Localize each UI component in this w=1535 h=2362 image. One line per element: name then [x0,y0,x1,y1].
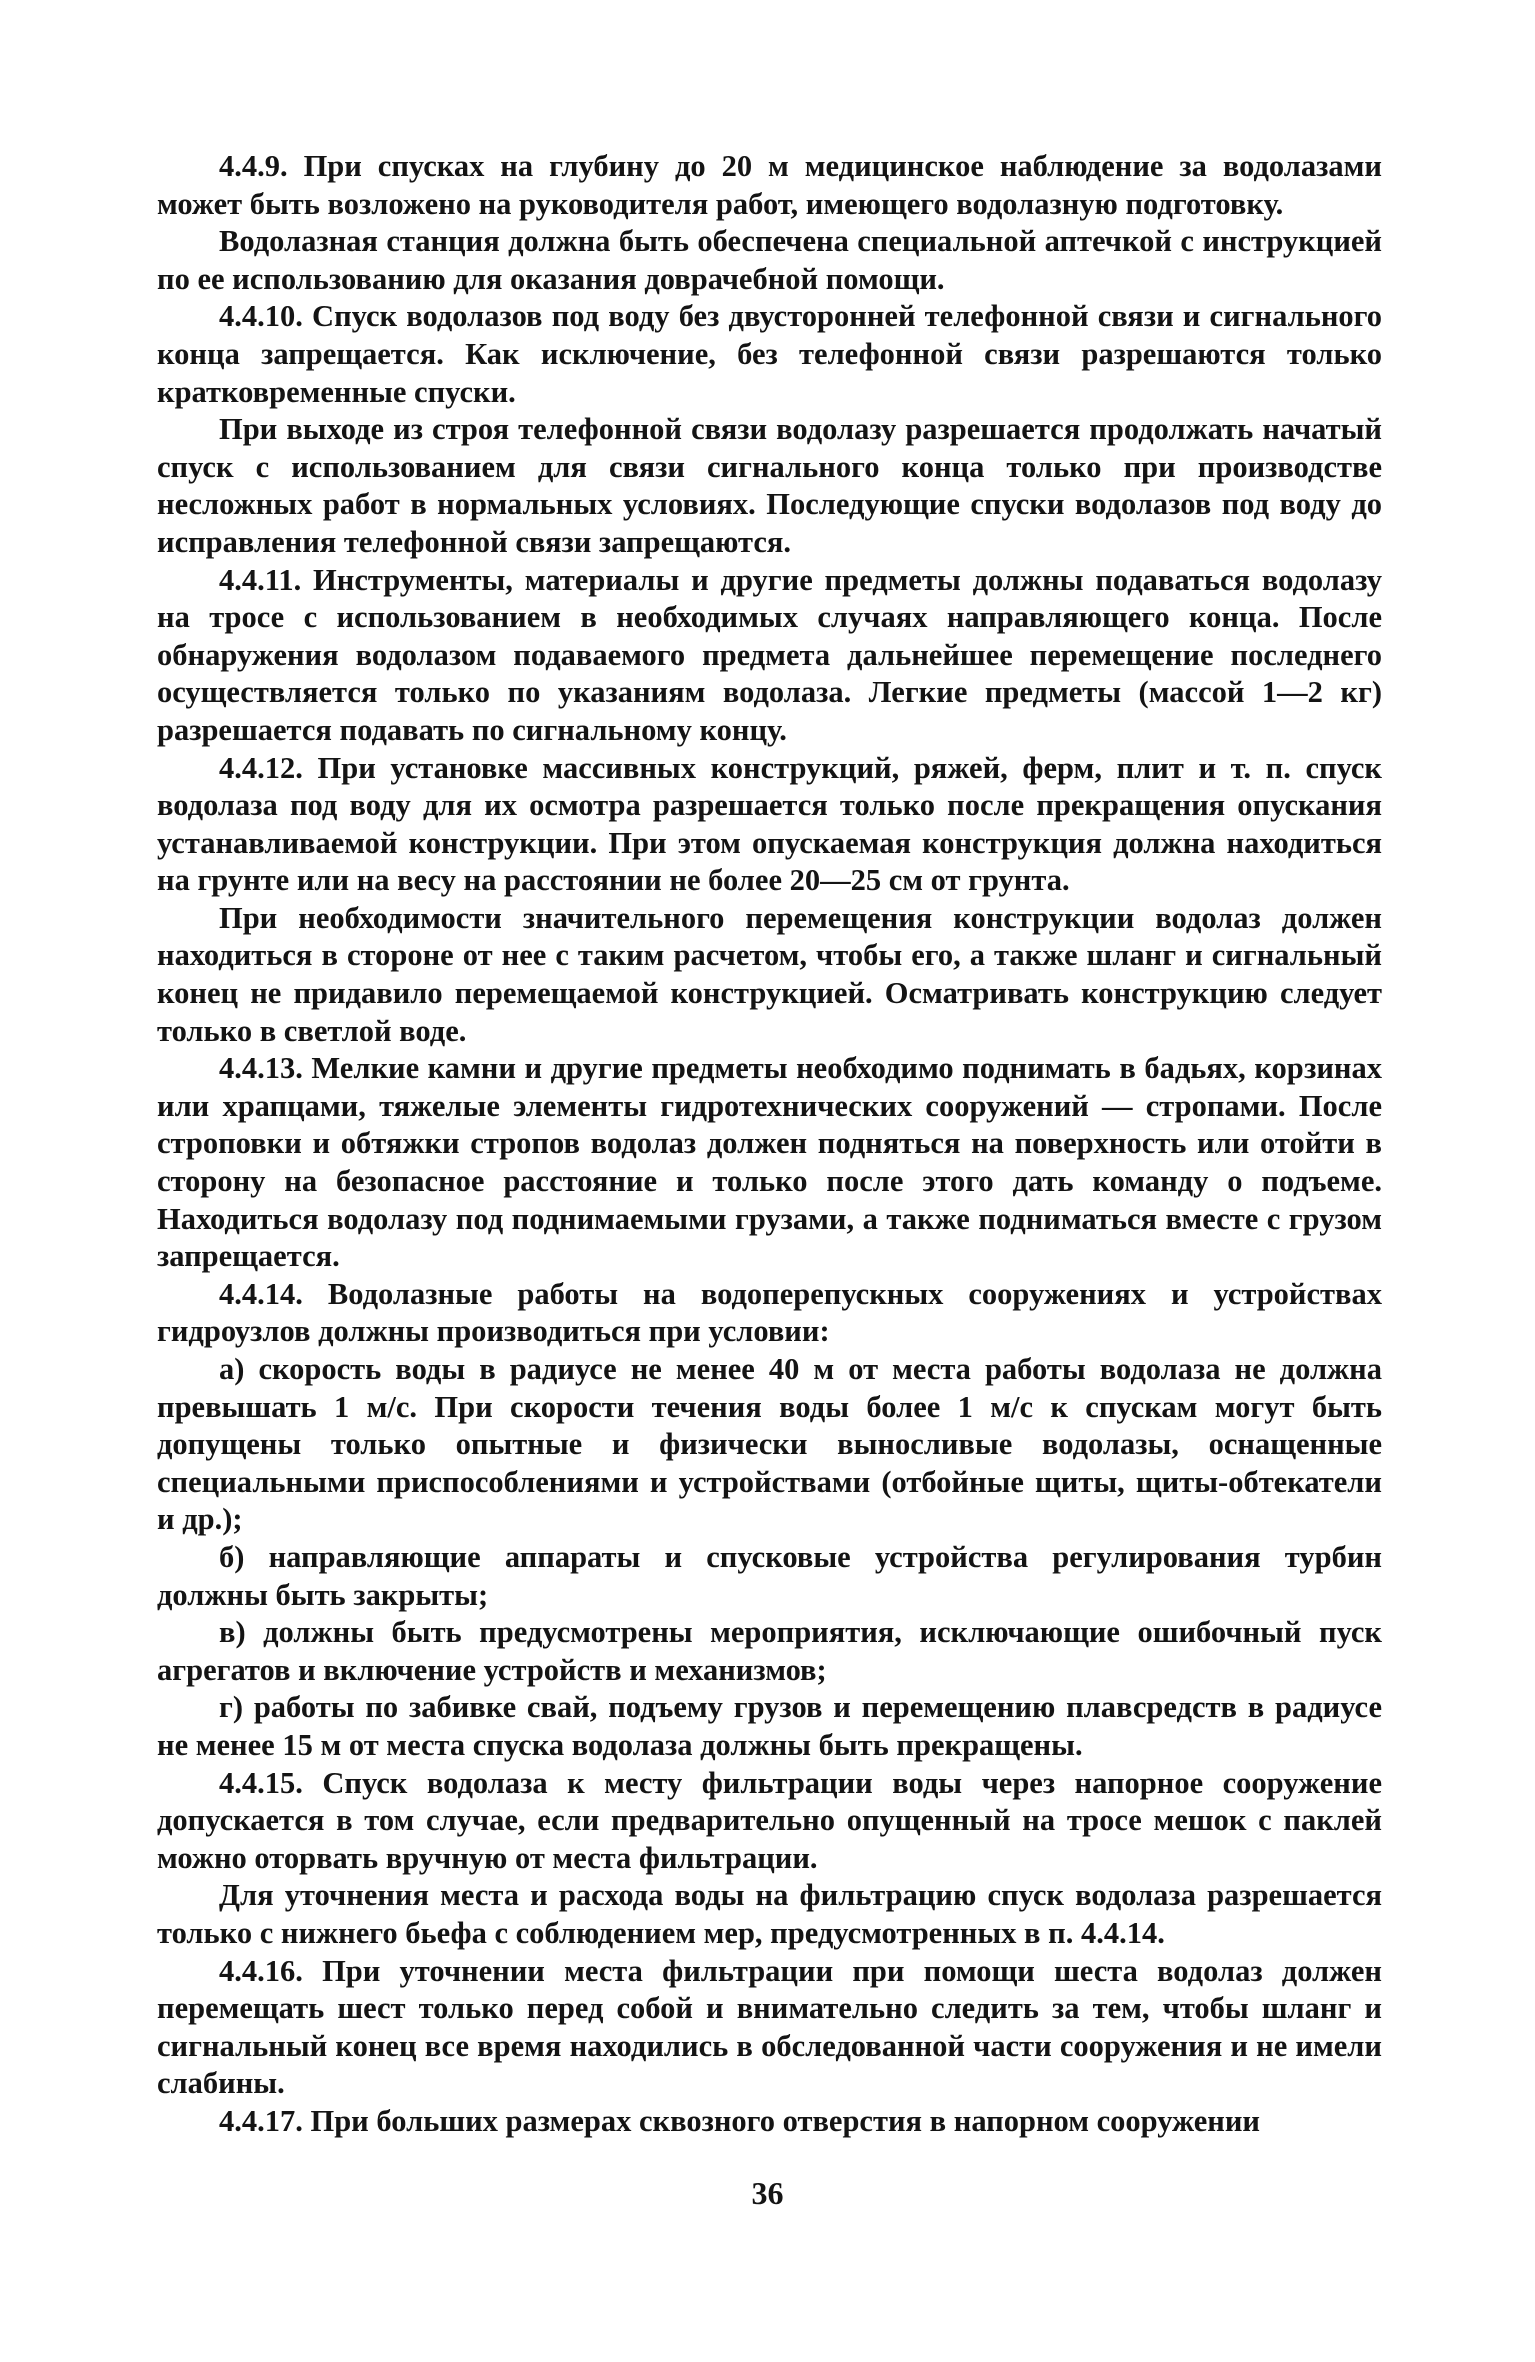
paragraph-text: При больших размерах сквозного отверстия в напорном сооружении [302,2103,1261,2138]
paragraph-text: При установке массивных конструкций, ряжей, ферм, плит и т. п. спуск водолаза под воду для их осмотра разрешается только после прекращения опускания устанавливаемой конструкции. При этом опускаемая конструкция должна находиться на грунте или на весу на расстоянии не более 20—25 см от грунта. [157,750,1382,898]
section-number: 4.4.11. [219,562,302,597]
paragraph [157,223,1382,298]
paragraph [157,1765,1382,1878]
paragraph-text: б) направляющие аппараты и спусковые устройства регулирования турбин должны быть закрыты; [157,1539,1382,1612]
paragraph [157,1877,1382,1952]
paragraph-text: Спуск водолаза к месту фильтрации воды через напорное сооружение допускается в том случае, если предварительно опущенный на тросе мешок с паклей можно оторвать вручную от места фильтрации. [157,1765,1382,1875]
section-number: 4.4.15. [219,1765,303,1800]
section-number: 4.4.12. [219,750,303,785]
list-item [157,1614,1382,1689]
paragraph [157,411,1382,561]
paragraph [157,1953,1382,2103]
paragraph-text: При спусках на глубину до 20 м медицинское наблюдение за водолазами может быть возложено на руководителя работ, имеющего водолазную подготовку. [157,149,1382,221]
paragraph-text: Для уточнения места и расхода воды на фильтрацию спуск водолаза разрешается только с нижнего бьефа с соблюдением мер, предусмотренных в п. 4.4.14. [157,1878,1382,1950]
paragraph-text: При выходе из строя телефонной связи водолазу разрешается продолжать начатый спуск с использованием для связи сигнального конца только при производстве несложных работ в нормальных условиях. Последующие спуски водолазов под воду до исправления телефонной связи запрещаются. [157,412,1382,559]
paragraph-text: При необходимости значительного перемещения конструкции водолаз должен находиться в стороне от нее с таким расчетом, чтобы его, а также шланг и сигнальный конец не придавило перемещаемой конструкцией. Осматривать конструкцию следует только в светлой воде. [157,900,1382,1048]
paragraph-text: Спуск водолазов под воду без двусторонней телефонной связи и сигнального конца запрещается. Как исключение, без телефонной связи разрешаются только кратковременные спуски. [157,299,1382,409]
document-body [157,148,1382,2140]
paragraph [157,2103,1382,2141]
paragraph [157,562,1382,750]
paragraph [157,148,1382,223]
section-number: 4.4.14. [219,1276,303,1311]
paragraph-text: г) работы по забивке свай, подъему грузов и перемещению плавсредств в радиусе не менее 15 м от места спуска водолаза должны быть прекращены. [157,1690,1382,1762]
paragraph-text: Водолазная станция должна быть обеспечена специальной аптечкой с инструкцией по ее использованию для оказания доврачебной помощи. [157,224,1382,296]
paragraph-text: При уточнении места фильтрации при помощи шеста водолаз должен перемещать шест только перед собой и внимательно следить за тем, чтобы шланг и сигнальный конец все время находились в обследованной части сооружения и не имели слабины. [157,1953,1382,2101]
list-item [157,1351,1382,1539]
list-item [157,1539,1382,1614]
list-item [157,1689,1382,1764]
section-number: 4.4.13. [219,1051,303,1086]
section-number: 4.4.17. [219,2103,303,2138]
paragraph-text: а) скорость воды в радиусе не менее 40 м от места работы водолаза не должна превышать 1 м/с. При скорости течения воды более 1 м/с к спускам могут быть допущены только опытные и физически выносливые водолазы, оснащенные специальными приспособлениями и устройствами (отбойные щиты, щиты-обтекатели и др.); [157,1352,1382,1537]
section-number: 4.4.10. [219,299,303,334]
page-number: 36 [751,2175,784,2211]
paragraph-text: Водолазные работы на водоперепускных сооружениях и устройствах гидроузлов должны производиться при условии: [157,1276,1382,1349]
paragraph-text: Мелкие камни и другие предметы необходимо поднимать в бадьях, корзинах или храпцами, тяжелые элементы гидротехнических сооружений — стропами. После строповки и обтяжки стропов водолаз должен подняться на поверхность или отойти в сторону на безопасное расстояние и только после этого дать команду о подъеме. Находиться водолазу под поднимаемыми грузами, а также подниматься вместе с грузом запрещается. [157,1051,1382,1274]
paragraph [157,750,1382,900]
paragraph [157,1276,1382,1351]
paragraph [157,298,1382,411]
paragraph [157,1050,1382,1276]
section-number: 4.4.16. [219,1953,303,1988]
section-number: 4.4.9. [219,149,288,183]
paragraph-text: Инструменты, материалы и другие предметы должны подаваться водолазу на тросе с использованием в необходимых случаях направляющего конца. После обнаружения водолазом подаваемого предмета дальнейшее перемещение последнего осуществляется только по указаниям водолаза. Легкие предметы (массой 1—2 кг) разрешается подавать по сигнальному концу. [157,562,1382,747]
paragraph-text: в) должны быть предусмотрены мероприятия, исключающие ошибочный пуск агрегатов и включение устройств и механизмов; [157,1615,1382,1687]
paragraph [157,900,1382,1050]
